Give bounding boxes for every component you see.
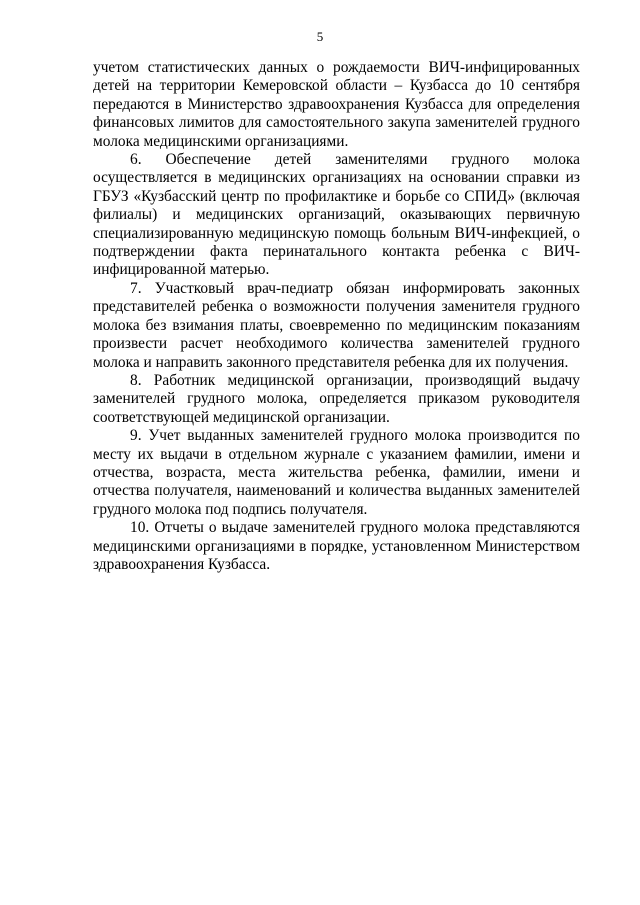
paragraph-item-7: 7. Участковый врач-педиатр обязан информировать законных представителей ребенка о возможности получения заменителя грудного молока без взимания платы, своевременно по медицинским показаниям произвести расчет необходимого количества заменителей грудного молока и направить законного представителя ребенка для их получения.	[93, 279, 580, 371]
document-body	[93, 59, 580, 574]
paragraph-item-9: 9. Учет выданных заменителей грудного молока производится по месту их выдачи в отдельном журнале с указанием фамилии, имени и отчества, возраста, места жительства ребенка, фамилии, имени и отчества получателя, наименований и количества выданных заменителей грудного молока под подпись получателя.	[93, 427, 580, 518]
paragraph-continuation: учетом статистических данных о рождаемости ВИЧ-инфицированных детей на территории Кемеровской области – Кузбасса до 10 сентября передаются в Министерство здравоохранения Кузбасса для определения финансовых лимитов для самостоятельного закупа заменителей грудного молока медицинскими организациями.	[93, 59, 580, 150]
paragraph-item-6: 6. Обеспечение детей заменителями грудного молока осуществляется в медицинских организациях на основании справки из ГБУЗ «Кузбасский центр по профилактике и борьбе со СПИД» (включая филиалы) и медицинских организаций, оказывающих первичную специализированную медицинскую помощь больным ВИЧ-инфекцией, о подтверждении факта перинатального контакта ребенка с ВИЧ-инфицированной матерью.	[93, 151, 580, 279]
paragraph-item-10: 10. Отчеты о выдаче заменителей грудного молока представляются медицинскими организациями в порядке, установленном Министерством здравоохранения Кузбасса.	[93, 519, 580, 573]
paragraph-item-8: 8. Работник медицинской организации, производящий выдачу заменителей грудного молока, определяется приказом руководителя соответствующей медицинской организации.	[93, 371, 580, 426]
page-number: 5	[316, 29, 324, 44]
